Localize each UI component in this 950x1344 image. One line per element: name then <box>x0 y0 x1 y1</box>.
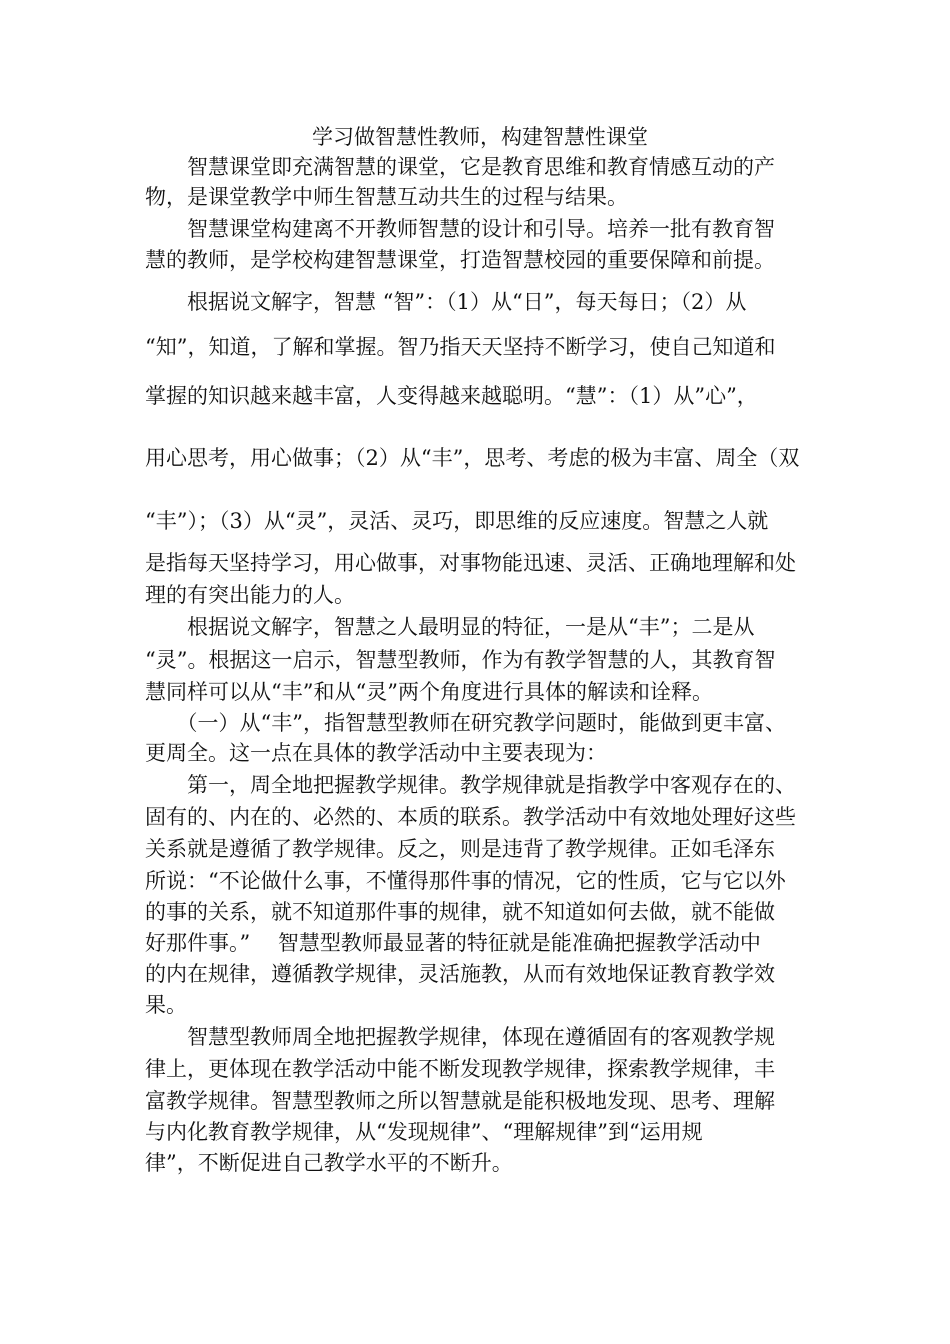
text-line: “丰”）；（3）从“灵”，灵活、灵巧，即思维的反应速度。智慧之人就 <box>145 509 769 533</box>
text-line: 律上，更体现在教学活动中能不断发现教学规律，探索教学规律，丰 <box>145 1057 775 1081</box>
text-line: 律”，不断促进自己教学水平的不断升。 <box>145 1151 513 1175</box>
text-line: 掌握的知识越来越丰富，人变得越来越聪明。“慧”：（1）从”心”， <box>145 384 758 408</box>
text-line: 与内化教育教学规律，从“发现规律”、“理解规律”到“运用规 <box>145 1120 703 1144</box>
text-line: 根据说文解字，智慧 “智”：（1）从“日”，每天每日；（2）从 <box>145 290 747 314</box>
text-line: 第一，周全地把握教学规律。教学规律就是指教学中客观存在的、 <box>145 773 796 797</box>
text-line: “知”，知道，了解和掌握。智乃指天天坚持不断学习，使自己知道和 <box>145 335 776 359</box>
document-title: 学习做智慧性教师，构建智慧性课堂 <box>312 125 648 149</box>
text-line: （一）从“丰”，指智慧型教师在研究教学问题时，能做到更丰富、 <box>145 711 786 735</box>
text-line: 慧同样可以从“丰”和从“灵”两个角度进行具体的解读和诠释。 <box>145 680 713 704</box>
text-line: 慧的教师，是学校构建智慧课堂，打造智慧校园的重要保障和前提。 <box>145 248 775 272</box>
text-line: 根据说文解字，智慧之人最明显的特征，一是从“丰”；二是从 <box>145 615 755 639</box>
text-line: 理的有突出能力的人。 <box>145 583 355 607</box>
text-line: 好那件事。” 智慧型教师最显著的特征就是能准确把握教学活动中 <box>145 931 761 955</box>
text-line: 固有的、内在的、必然的、本质的联系。教学活动中有效地处理好这些 <box>145 805 796 829</box>
text-line: 智慧课堂即充满智慧的课堂，它是教育思维和教育情感互动的产 <box>145 155 775 179</box>
text-line: 智慧课堂构建离不开教师智慧的设计和引导。培养一批有教育智 <box>145 217 775 241</box>
text-line: 的内在规律，遵循教学规律，灵活施教，从而有效地保证教育教学效 <box>145 962 775 986</box>
text-line: “灵”。根据这一启示，智慧型教师，作为有教学智慧的人，其教育智 <box>145 648 776 672</box>
text-line: 更周全。这一点在具体的教学活动中主要表现为： <box>145 741 607 765</box>
text-line: 所说：“不论做什么事，不懂得那件事的情况，它的性质，它与它以外 <box>145 869 786 893</box>
text-line: 关系就是遵循了教学规律。反之，则是违背了教学规律。正如毛泽东 <box>145 837 775 861</box>
text-line: 果。 <box>145 993 187 1017</box>
text-line: 物，是课堂教学中师生智慧互动共生的过程与结果。 <box>145 185 628 209</box>
text-line: 用心思考，用心做事；（2）从“丰”，思考、考虑的极为丰富、周全（双 <box>145 446 800 470</box>
text-line: 是指每天坚持学习，用心做事，对事物能迅速、灵活、正确地理解和处 <box>145 551 796 575</box>
text-line: 智慧型教师周全地把握教学规律，体现在遵循固有的客观教学规 <box>145 1025 775 1049</box>
text-line: 的事的关系，就不知道那件事的规律，就不知道如何去做，就不能做 <box>145 900 775 924</box>
text-line: 富教学规律。智慧型教师之所以智慧就是能积极地发现、思考、理解 <box>145 1089 775 1113</box>
